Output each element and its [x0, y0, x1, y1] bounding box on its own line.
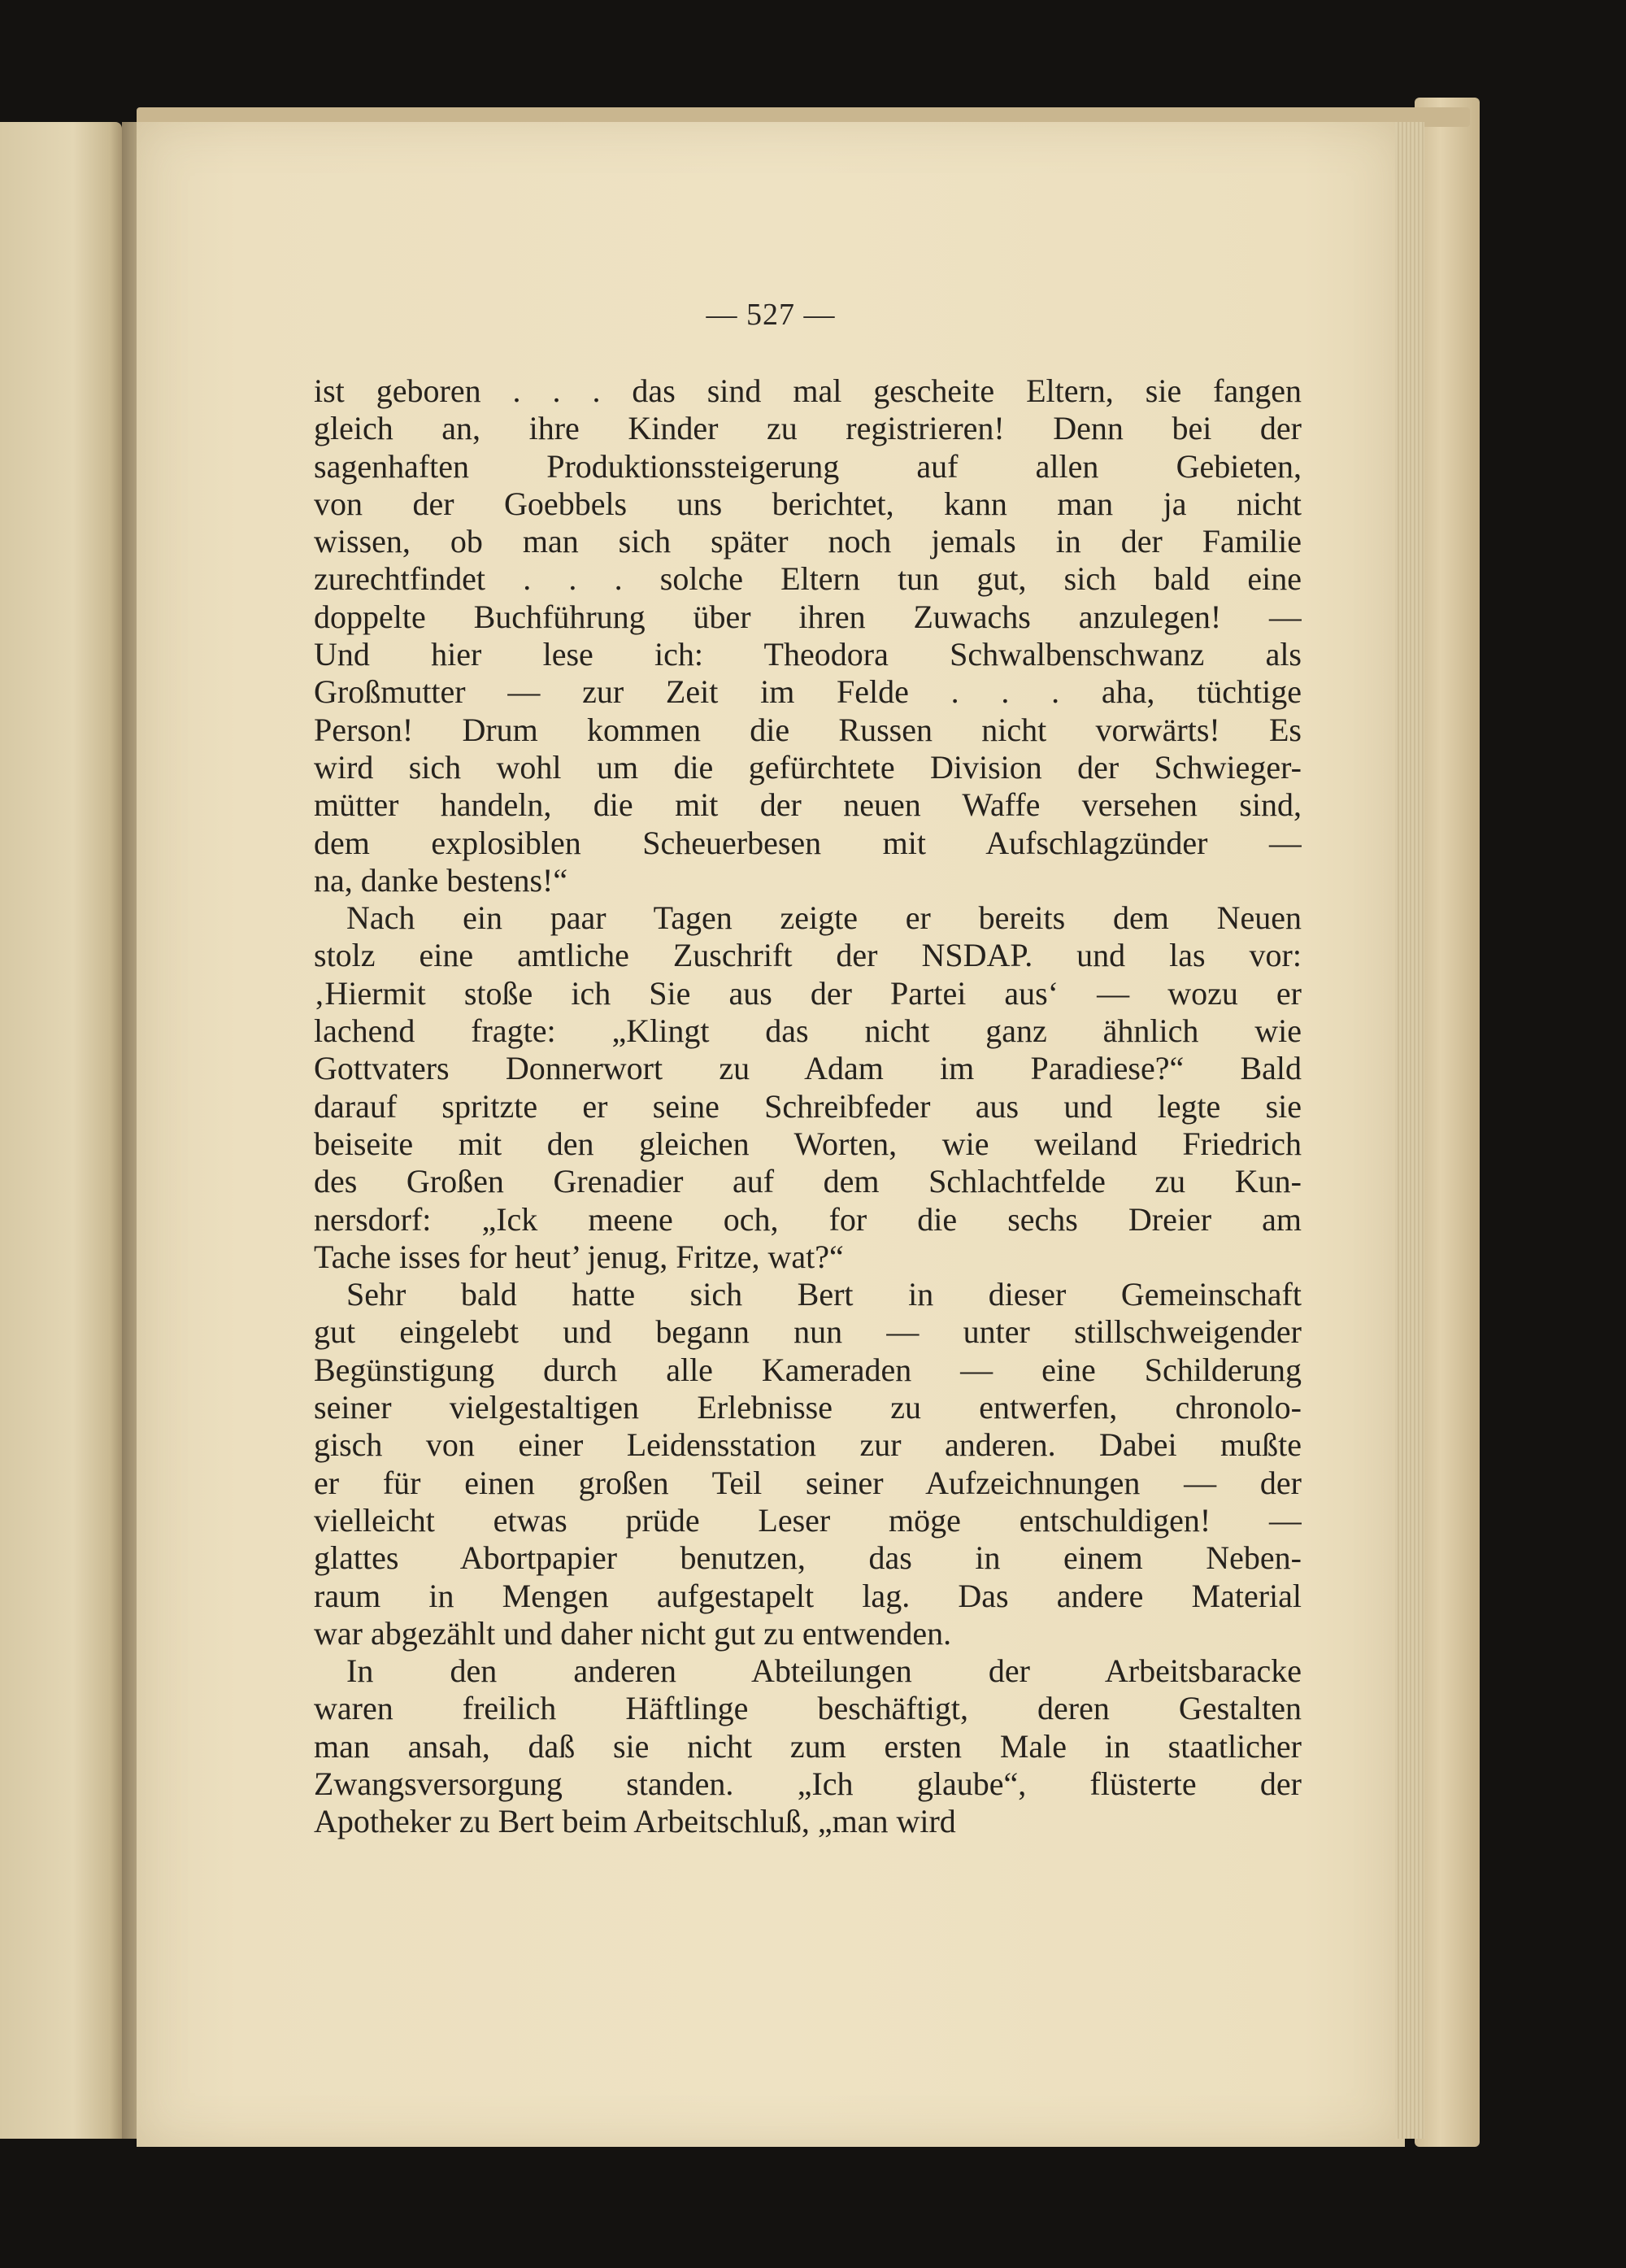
text-line: ist geboren . . . das sind mal gescheite Eltern, sie fangen [314, 372, 1302, 409]
text-line: wird sich wohl um die gefürchtete Division der Schwieger- [314, 748, 1302, 786]
text-line: Gottvaters Donnerwort zu Adam im Paradiese?“ Bald [314, 1050, 1302, 1087]
text-line: er für einen großen Teil seiner Aufzeichnungen — der [314, 1464, 1302, 1501]
text-line: gut eingelebt und begann nun — unter stillschweigender [314, 1313, 1302, 1351]
text-line: doppelte Buchführung über ihren Zuwachs anzulegen! — [314, 598, 1302, 635]
paragraph [314, 1276, 1302, 1652]
text-line: In den anderen Abteilungen der Arbeitsbaracke [346, 1652, 1302, 1690]
book-page [137, 122, 1405, 2147]
paragraph [314, 372, 1302, 899]
text-line: beiseite mit den gleichen Worten, wie weiland Friedrich [314, 1125, 1302, 1162]
text-line: seiner vielgestaltigen Erlebnisse zu entwerfen, chronolo- [314, 1389, 1302, 1426]
left-page-edge [0, 122, 122, 2139]
text-line: zurechtfindet . . . solche Eltern tun gut, sich bald eine [314, 560, 1302, 598]
body-text [314, 372, 1302, 1841]
text-line: nersdorf: „Ick meene och, for die sechs Dreier am [314, 1200, 1302, 1238]
text-line: Zwangsversorgung standen. „Ich glaube“, flüsterte der [314, 1765, 1302, 1802]
text-line: darauf spritzte er seine Schreibfeder aus und legte sie [314, 1087, 1302, 1125]
text-line: des Großen Grenadier auf dem Schlachtfelde zu Kun- [314, 1163, 1302, 1200]
page-number: — 527 — [706, 298, 836, 332]
text-line: man ansah, daß sie nicht zum ersten Male in staatlicher [314, 1727, 1302, 1765]
text-line: gleich an, ihre Kinder zu registrieren! Denn bei der [314, 410, 1302, 447]
text-line: war abgezählt und daher nicht gut zu entwenden. [314, 1614, 952, 1652]
text-line: Sehr bald hatte sich Bert in dieser Gemeinschaft [346, 1276, 1302, 1313]
text-line: raum in Mengen aufgestapelt lag. Das andere Material [314, 1577, 1302, 1614]
text-line: mütter handeln, die mit der neuen Waffe versehen sind, [314, 786, 1302, 824]
paragraph [314, 1652, 1302, 1840]
text-line: Apotheker zu Bert beim Arbeitschluß, „man wird [314, 1803, 956, 1840]
text-line: Nach ein paar Tagen zeigte er bereits dem Neuen [346, 899, 1302, 937]
text-line: Begünstigung durch alle Kameraden — eine Schilderung [314, 1351, 1302, 1388]
text-line: na, danke bestens!“ [314, 861, 568, 899]
text-line: waren freilich Häftlinge beschäftigt, deren Gestalten [314, 1690, 1302, 1727]
text-line: Großmutter — zur Zeit im Felde . . . aha, tüchtige [314, 673, 1302, 711]
text-line: glattes Abortpapier benutzen, das in einem Neben- [314, 1539, 1302, 1577]
text-line: wissen, ob man sich später noch jemals in der Familie [314, 523, 1302, 560]
text-line: Und hier lese ich: Theodora Schwalbenschwanz als [314, 636, 1302, 673]
paragraph [314, 899, 1302, 1276]
text-line: Tache isses for heut’ jenug, Fritze, wat?“ [314, 1238, 844, 1275]
text-line: Person! Drum kommen die Russen nicht vorwärts! Es [314, 711, 1302, 748]
text-line: sagenhaften Produktionssteigerung auf allen Gebieten, [314, 447, 1302, 485]
text-line: von der Goebbels uns berichtet, kann man ja nicht [314, 485, 1302, 522]
text-line: dem explosiblen Scheuerbesen mit Aufschlagzünder — [314, 824, 1302, 861]
book-cover-edge [1415, 98, 1480, 2147]
text-line: ‚Hiermit stoße ich Sie aus der Partei aus‘ — wozu er [314, 974, 1302, 1012]
text-line: lachend fragte: „Klingt das nicht ganz ähnlich wie [314, 1012, 1302, 1050]
page-stack-edge [1395, 122, 1424, 2139]
text-line: stolz eine amtliche Zuschrift der NSDAP. und las vor: [314, 937, 1302, 974]
text-line: gisch von einer Leidensstation zur anderen. Dabei mußte [314, 1426, 1302, 1464]
text-line: vielleicht etwas prüde Leser möge entschuldigen! — [314, 1501, 1302, 1539]
